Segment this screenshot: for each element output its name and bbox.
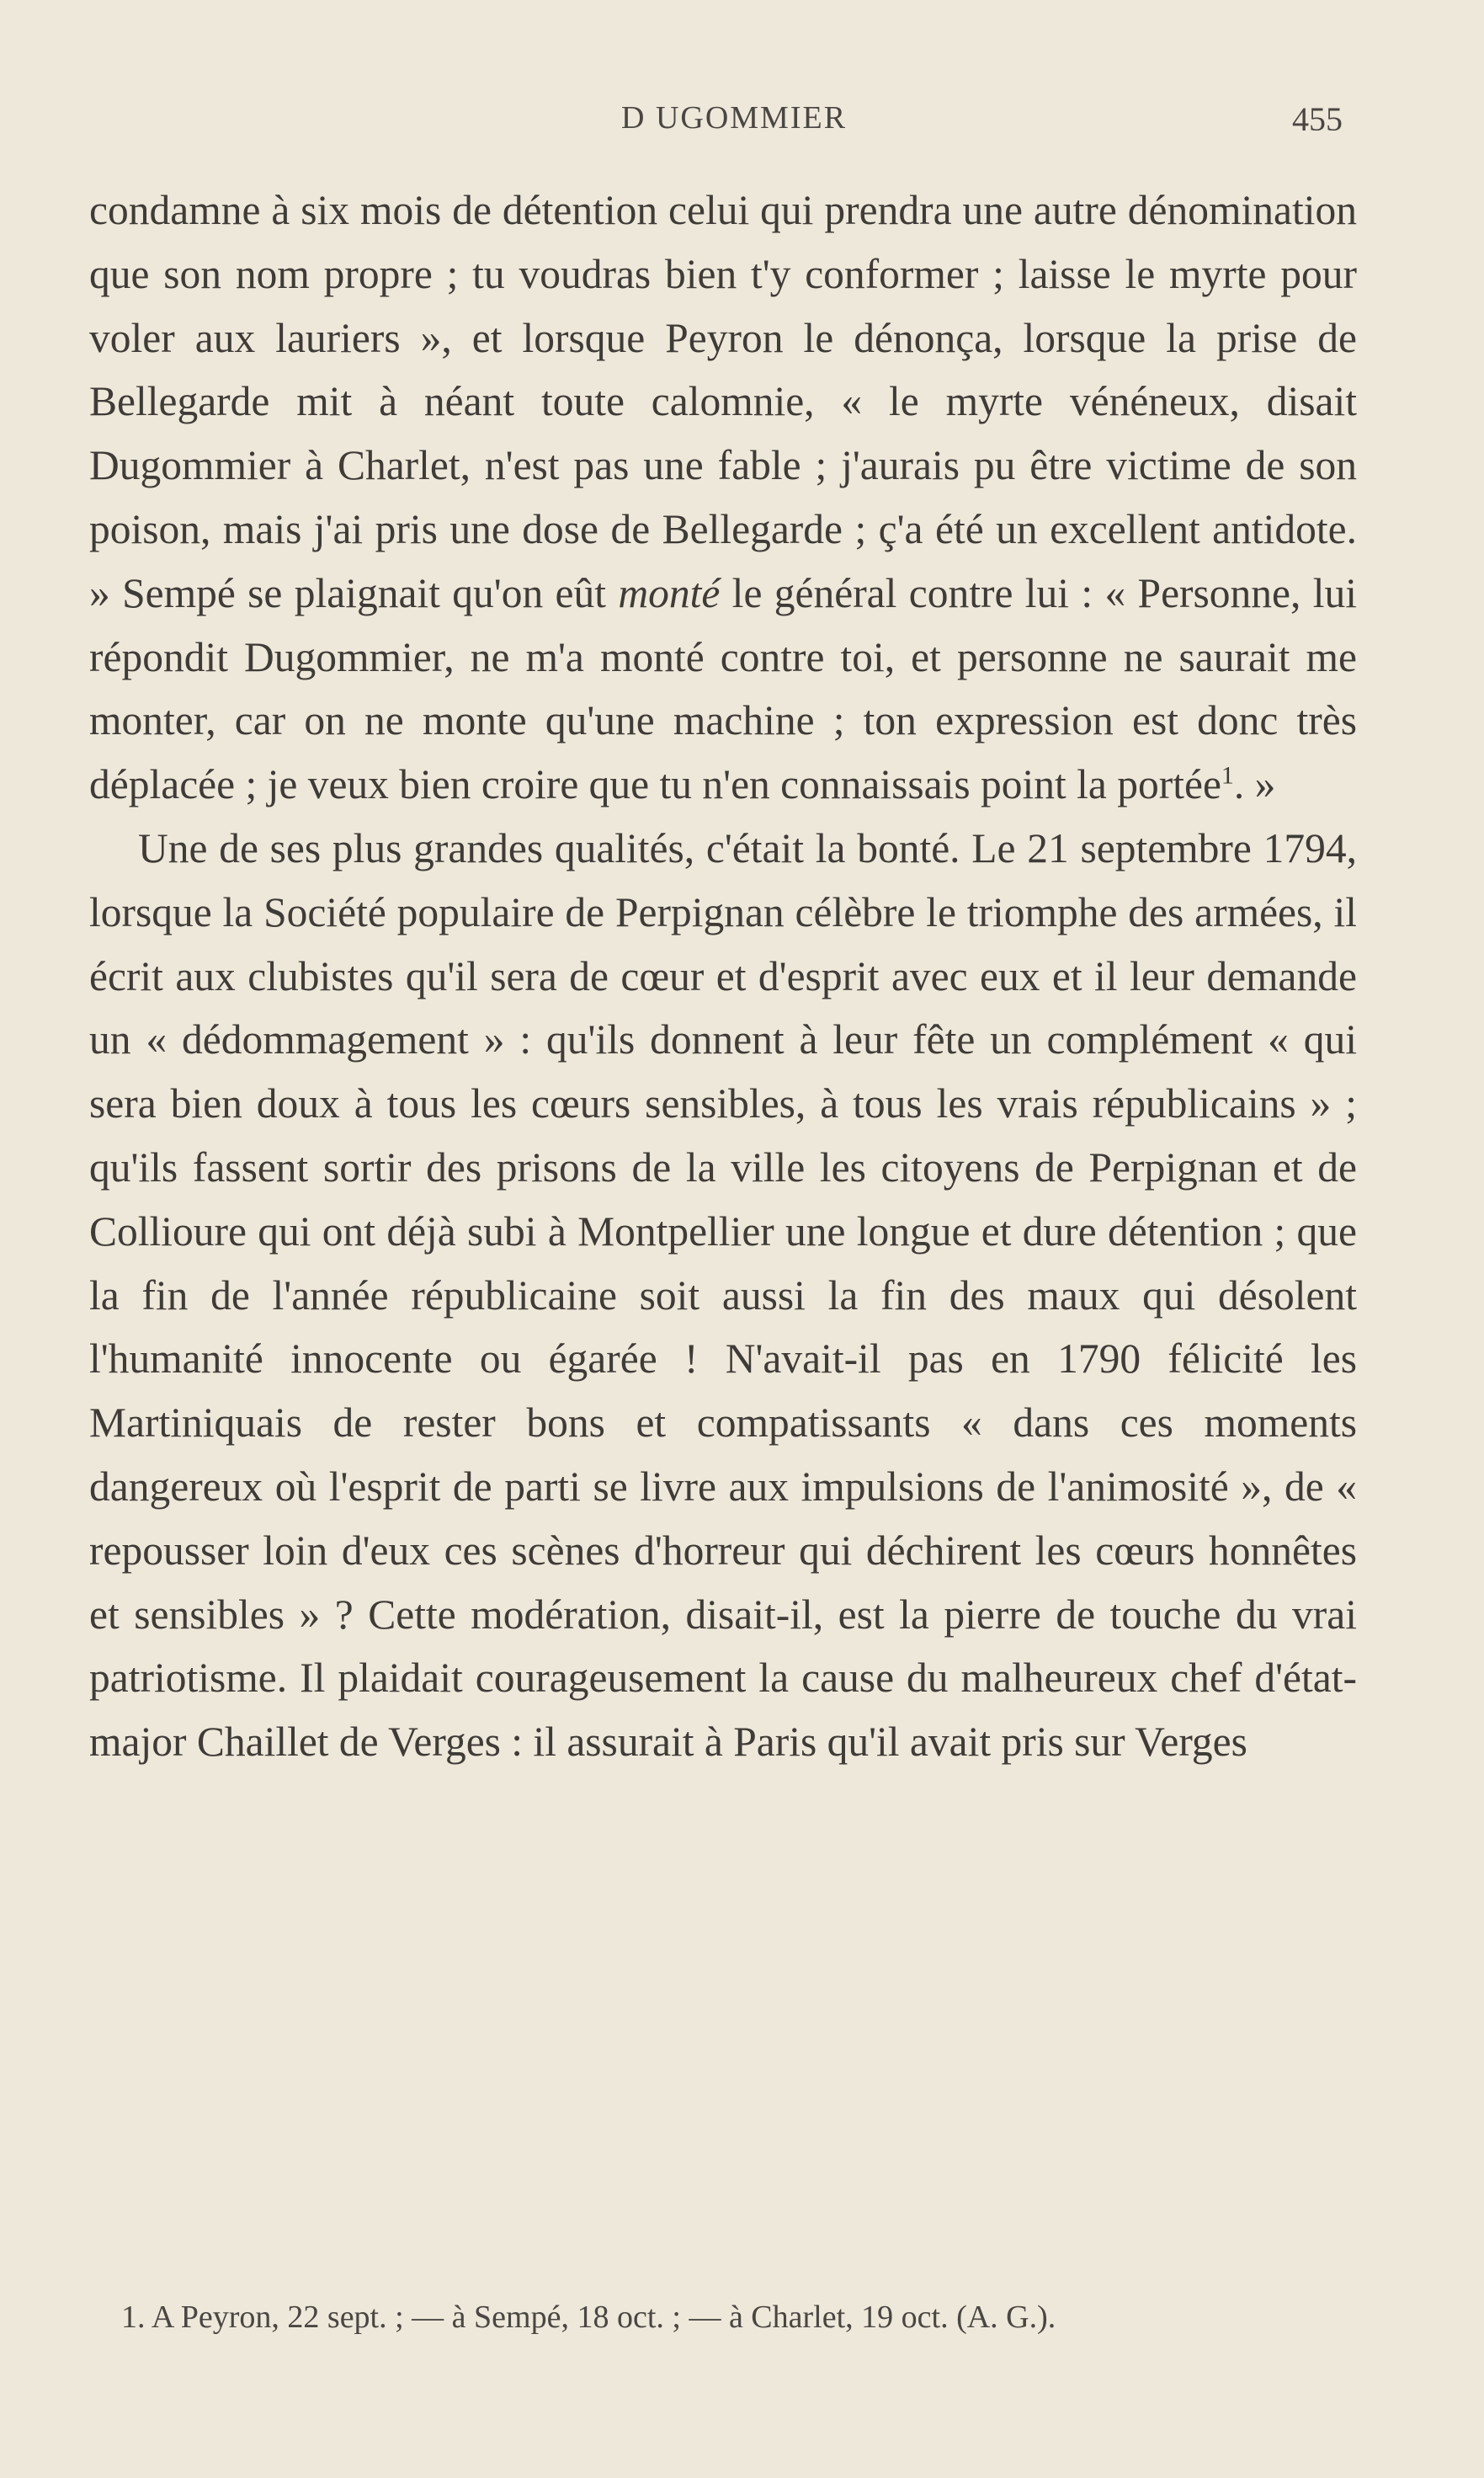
footnote: 1. A Peyron, 22 sept. ; — à Sempé, 18 oct. ; — à Charlet, 19 oct. (A. G.). — [121, 2299, 1056, 2335]
running-head — [0, 99, 1484, 150]
paragraph-1 — [89, 179, 1357, 817]
body-text — [89, 179, 1357, 1774]
paragraph-1-text-a: condamne à six mois de détention celui qui prendra une autre dénomination que son nom propre ; tu voudras bien t'y conformer ; laisse le myrte pour voler aux lauriers », et lorsque Peyron le dénonça, lorsque la prise de Bellegarde mit à néant toute calomnie, « le myrte vénéneux, disait Dugommier à Charlet, n'est pas une fable ; j'aurais pu être victime de son poison, mais j'ai pris une dose de Bellegarde ; ç'a été un excellent antidote. » Sempé se plaignait qu'on eût — [89, 187, 1357, 616]
paragraph-2: Une de ses plus grandes qualités, c'était la bonté. Le 21 septembre 1794, lorsque la Société populaire de Perpignan célèbre le triomphe des armées, il écrit aux clubistes qu'il sera de cœur et d'esprit avec eux et il leur demande un « dédommagement » : qu'ils donnent à leur fête un complément « qui sera bien doux à tous les cœurs sensibles, à tous les vrais républicains » ; qu'ils fassent sortir des prisons de la ville les citoyens de Perpignan et de Collioure qui ont déjà subi à Montpellier une longue et dure détention ; que la fin de l'année républicaine soit aussi la fin des maux qui désolent l'humanité innocente ou égarée ! N'avait-il pas en 1790 félicité les Martiniquais de rester bons et compatissants « dans ces moments dangereux où l'esprit de parti se livre aux impulsions de l'animosité », de « repousser loin d'eux ces scènes d'horreur qui déchirent les cœurs honnêtes et sensibles » ? Cette modération, disait-il, est la pierre de touche du vrai patriotisme. Il plaidait courageusement la cause du malheureux chef d'état-major Chaillet de Verges : il assurait à Paris qu'il avait pris sur Verges — [89, 824, 1357, 1766]
running-title: D UGOMMIER — [621, 100, 848, 136]
footnote-reference: 1 — [1221, 761, 1234, 790]
paragraph-1-text-b: le général contre lui : « Personne, lui répondit Dugommier, ne m'a monté contre toi, et personne ne saurait me monter, car on ne monte qu'une machine ; ton expression est donc très déplacée ; je veux bien croire que tu n'en connaissais point la portée — [89, 569, 1357, 808]
italic-word: monté — [618, 569, 721, 616]
paragraph-1-closing: . » — [1233, 761, 1276, 808]
page-number: 455 — [1292, 100, 1343, 138]
